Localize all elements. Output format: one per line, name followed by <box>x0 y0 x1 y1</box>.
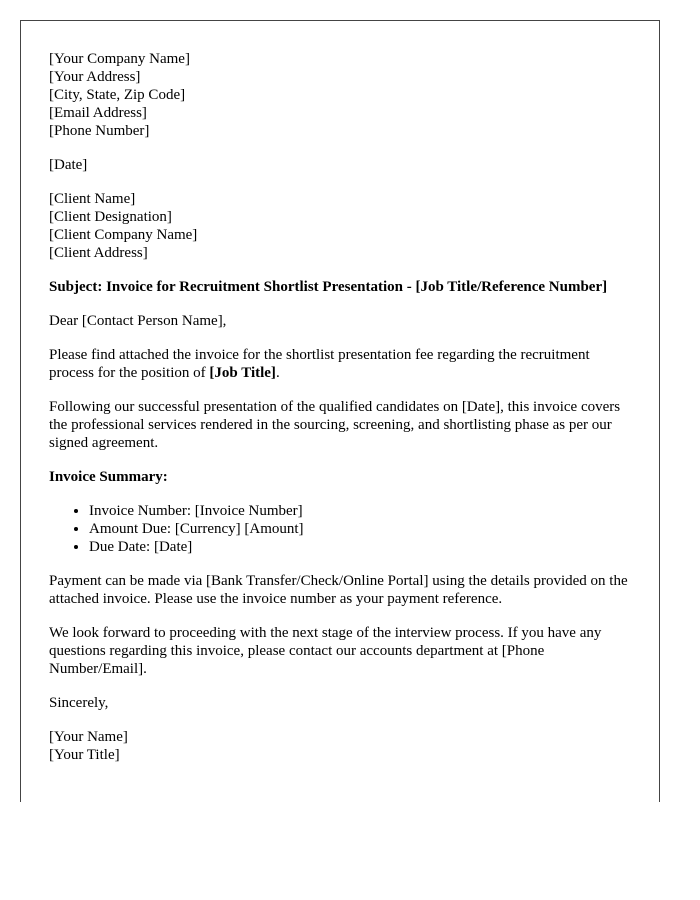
summary-item-invoice-number: • Invoice Number: [Invoice Number] <box>89 502 631 520</box>
summary-item-amount-due: • Amount Due: [Currency] [Amount] <box>89 520 631 538</box>
paragraph-invoice-attached-text: Please find attached the invoice for the shortlist presentation fee regarding the recruitment process for the position of <box>49 347 590 381</box>
paragraph-services: Following our successful presentation of the qualified candidates on [Date], this invoice covers the professional services rendered in the sourcing, screening, and shortlisting phase as per our signed agreement. <box>49 399 621 451</box>
recipient-designation: [Client Designation] <box>49 209 172 225</box>
paragraph-payment: Payment can be made via [Bank Transfer/Check/Online Portal] using the details provided on the attached invoice. Please use the invoice number as your payment reference. <box>49 573 628 607</box>
paragraph-next-steps: We look forward to proceeding with the next stage of the interview process. If you have any questions regarding this invoice, please contact our accounts department at [Phone Number/Email]. <box>49 625 602 677</box>
paragraph-invoice-attached <box>49 346 631 382</box>
recipient-block <box>49 190 631 262</box>
salutation: Dear [Contact Person Name], <box>49 313 227 329</box>
sender-address: [Your Address] <box>49 69 141 85</box>
sender-company-name: [Your Company Name] <box>49 51 190 67</box>
sender-phone: [Phone Number] <box>49 123 150 139</box>
recipient-company-name: [Client Company Name] <box>49 227 198 243</box>
invoice-summary-list <box>49 502 631 556</box>
signature-title: [Your Title] <box>49 747 120 763</box>
date-block <box>49 156 631 174</box>
job-title: [Job Title] <box>209 365 276 381</box>
subject-line: Subject: Invoice for Recruitment Shortlist Presentation - [Job Title/Reference Number] <box>49 279 608 295</box>
paragraph-invoice-attached-end: . <box>275 365 280 381</box>
sender-city-state-zip: [City, State, Zip Code] <box>49 87 186 103</box>
closing: Sincerely, <box>49 695 109 711</box>
recipient-address: [Client Address] <box>49 245 148 261</box>
sender-email: [Email Address] <box>49 105 147 121</box>
signature-name: [Your Name] <box>49 729 128 745</box>
summary-item-due-date: • Due Date: [Date] <box>89 538 631 556</box>
letter-date: [Date] <box>49 157 88 173</box>
signature-block <box>49 728 631 764</box>
recipient-name: [Client Name] <box>49 191 136 207</box>
invoice-summary-heading: Invoice Summary: <box>49 469 168 485</box>
sender-block <box>49 50 631 140</box>
letter-page <box>20 20 660 802</box>
